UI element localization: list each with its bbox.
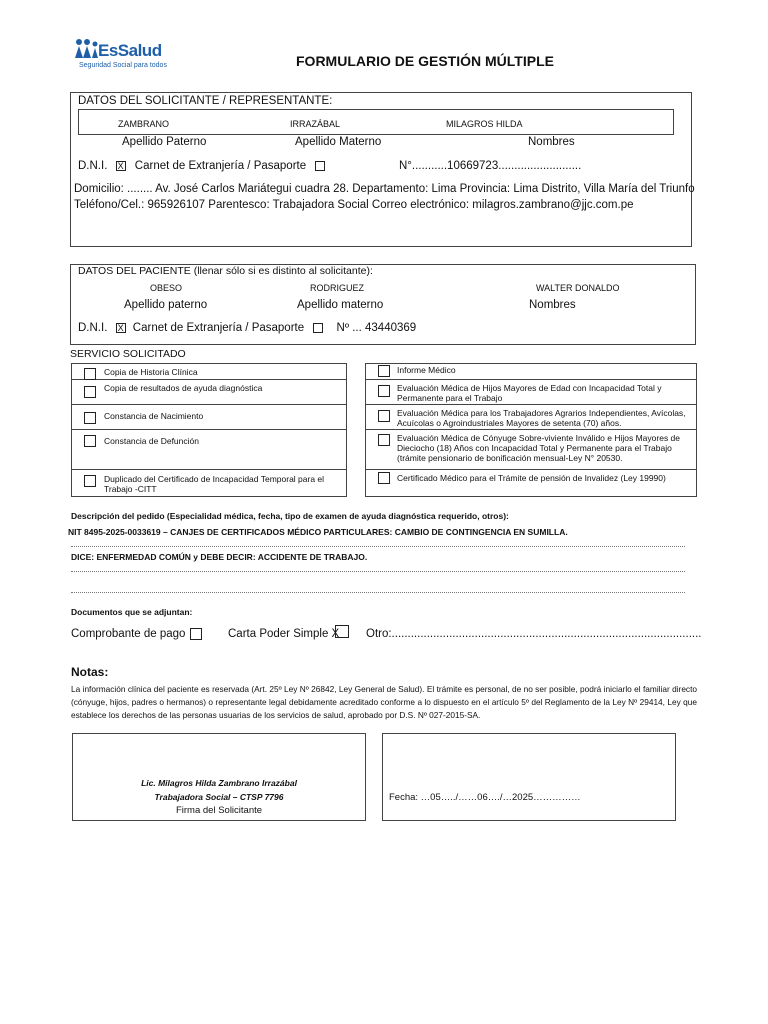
dotted-line (71, 571, 685, 572)
row-divider (71, 379, 347, 380)
servicio-right-item: Evaluación Médica de Hijos Mayores de Edad con Incapacidad Total y Permanente para el Trabajo (397, 383, 662, 403)
servicio-right-item: Informe Médico (397, 365, 456, 375)
row-divider (71, 429, 347, 430)
servicio-left-checkbox[interactable] (84, 368, 96, 380)
essalud-logo (74, 38, 184, 74)
solicitante-domicilio[interactable]: Domicilio: ........ Av. José Carlos Mariátegui cuadra 28. Departamento: Lima Provincia: Lima Distrito, Villa María del Triunfo (74, 183, 695, 195)
row-divider (365, 404, 697, 405)
notas-title: Notas: (71, 665, 109, 679)
firma-name: Lic. Milagros Hilda Zambrano Irrazábal (141, 778, 297, 788)
solicitante-nombres[interactable]: MILAGROS HILDA (446, 119, 523, 129)
servicio-left-checkbox[interactable] (84, 412, 96, 424)
paciente-carnet-label: Carnet de Extranjería / Pasaporte (132, 322, 305, 334)
solicitante-numero[interactable]: N°...........10669723.......................... (399, 160, 582, 172)
servicio-right-item: Evaluación Médica para los Trabajadores Agrarios Independientes, Avícolas, Acuícolas o Agroindustriales Mayores de setenta (70) años. (397, 408, 686, 428)
documentos-label: Documentos que se adjuntan: (71, 607, 193, 617)
servicio-right-item: Certificado Médico para el Trámite de pensión de Invalidez (Ley 19990) (397, 473, 666, 483)
servicio-left-checkbox[interactable] (84, 435, 96, 447)
comprobante-checkbox[interactable] (190, 628, 202, 640)
carnet-label: Carnet de Extranjería / Pasaporte (134, 160, 307, 172)
carta-poder-label: Carta Poder Simple X (228, 628, 340, 640)
firma-role: Trabajadora Social – CTSP 7796 (154, 792, 284, 802)
dni-label: D.N.I. (78, 160, 108, 172)
dni-checkbox[interactable]: X (117, 160, 124, 171)
dotted-line (71, 592, 685, 593)
servicio-left-checkbox[interactable] (84, 475, 96, 487)
paciente-dni-checkbox[interactable]: X (117, 322, 124, 333)
comprobante-label: Comprobante de pago (71, 628, 186, 640)
carnet-checkbox[interactable] (315, 161, 325, 171)
servicio-left-item: Copia de resultados de ayuda diagnóstica (104, 383, 263, 393)
servicio-right-checkbox[interactable] (378, 472, 390, 484)
row-divider (365, 379, 697, 380)
otro-field[interactable]: Otro:................................................................................................. (366, 628, 702, 640)
paciente-numero[interactable]: Nº ... 43440369 (336, 322, 417, 334)
form-title: FORMULARIO DE GESTIÓN MÚLTIPLE (296, 53, 554, 69)
paciente-carnet-checkbox[interactable] (313, 323, 323, 333)
paciente-apellido-paterno[interactable]: OBESO (150, 283, 183, 293)
paciente-dni-label: D.N.I. (78, 322, 108, 334)
row-divider (365, 429, 697, 430)
label-nombres: Nombres (528, 136, 575, 148)
paciente-label-materno: Apellido materno (297, 299, 384, 311)
descripcion-line-2[interactable]: DICE: ENFERMEDAD COMÚN y DEBE DECIR: ACCIDENTE DE TRABAJO. (71, 552, 368, 562)
row-divider (365, 469, 697, 470)
fecha-box (382, 733, 676, 821)
solicitante-apellido-materno[interactable]: IRRAZÁBAL (290, 119, 341, 129)
firma-label: Firma del Solicitante (175, 805, 263, 816)
row-divider (71, 469, 347, 470)
solicitante-title: DATOS DEL SOLICITANTE / REPRESENTANTE: (78, 95, 333, 107)
servicio-left-item: Constancia de Nacimiento (104, 411, 204, 421)
servicio-title: SERVICIO SOLICITADO (70, 348, 186, 360)
servicio-right-item: Evaluación Médica de Cónyuge Sobre-viviente Inválido e Hijos Mayores de Dieciocho (18) Años con Incapacidad Total y Permanente para el Trabajo (trámite pensionario de bonificación mensual-Ley N° 20530. (397, 433, 681, 463)
dotted-line (71, 546, 685, 547)
row-divider (71, 404, 347, 405)
family-icon (74, 38, 100, 60)
paciente-dni-row (78, 322, 416, 334)
descripcion-label: Descripción del pedido (Especialidad médica, fecha, tipo de examen de ayuda diagnóstica requerido, otros): (71, 511, 509, 521)
solicitante-telefono[interactable]: Teléfono/Cel.: 965926107 Parentesco: Trabajadora Social Correo electrónico: milagros.zambrano@jjc.com.pe (74, 199, 634, 211)
servicio-left-item: Constancia de Defunción (104, 436, 199, 446)
paciente-apellido-materno[interactable]: RODRIGUEZ (310, 283, 364, 293)
servicio-left-checkbox[interactable] (84, 386, 96, 398)
servicio-left-item: Duplicado del Certificado de Incapacidad Temporal para el Trabajo -CITT (104, 474, 325, 494)
servicio-right-checkbox[interactable] (378, 434, 390, 446)
label-apellido-materno: Apellido Materno (295, 136, 382, 148)
servicio-left-item: Copia de Historia Clínica (104, 367, 198, 377)
paciente-label-paterno: Apellido paterno (124, 299, 208, 311)
label-apellido-paterno: Apellido Paterno (122, 136, 207, 148)
paciente-title: DATOS DEL PACIENTE (llenar sólo si es distinto al solicitante): (78, 265, 373, 277)
logo-text: EsSalud (98, 41, 162, 60)
solicitante-apellido-paterno[interactable]: ZAMBRANO (118, 119, 170, 129)
carta-poder-checkbox[interactable] (335, 625, 349, 638)
descripcion-line-1[interactable]: NIT 8495-2025-0033619 – CANJES DE CERTIFICADOS MÉDICO PARTICULARES: CAMBIO DE CONTINGENCIA EN SUMILLA. (68, 527, 568, 537)
servicio-right-checkbox[interactable] (378, 410, 390, 422)
paciente-label-nombres: Nombres (529, 299, 576, 311)
servicio-right-checkbox[interactable] (378, 365, 390, 377)
paciente-nombres[interactable]: WALTER DONALDO (536, 283, 620, 293)
notas-text: La información clínica del paciente es reservada (Art. 25º Ley Nº 26842, Ley General de Salud). El trámite es personal, de no ser posible, podrá iniciarlo el familiar directo (cónyuge, hijos, padres o hermanos) o representante legal debidamente acreditado conforme a lo dispuesto en el artículo 5º del Reglamento de la Ley Nº 29414, Ley que establece los derechos de las personas usuarias de los servicios de salud, aprobado por D.S. Nº 027-2015-SA. (71, 684, 697, 720)
servicio-right-checkbox[interactable] (378, 385, 390, 397)
logo-subtitle: Seguridad Social para todos (79, 62, 167, 69)
solicitante-dni-row (78, 160, 325, 172)
fecha-field[interactable]: Fecha: …05…../……06…./…2025…………… (389, 792, 581, 803)
